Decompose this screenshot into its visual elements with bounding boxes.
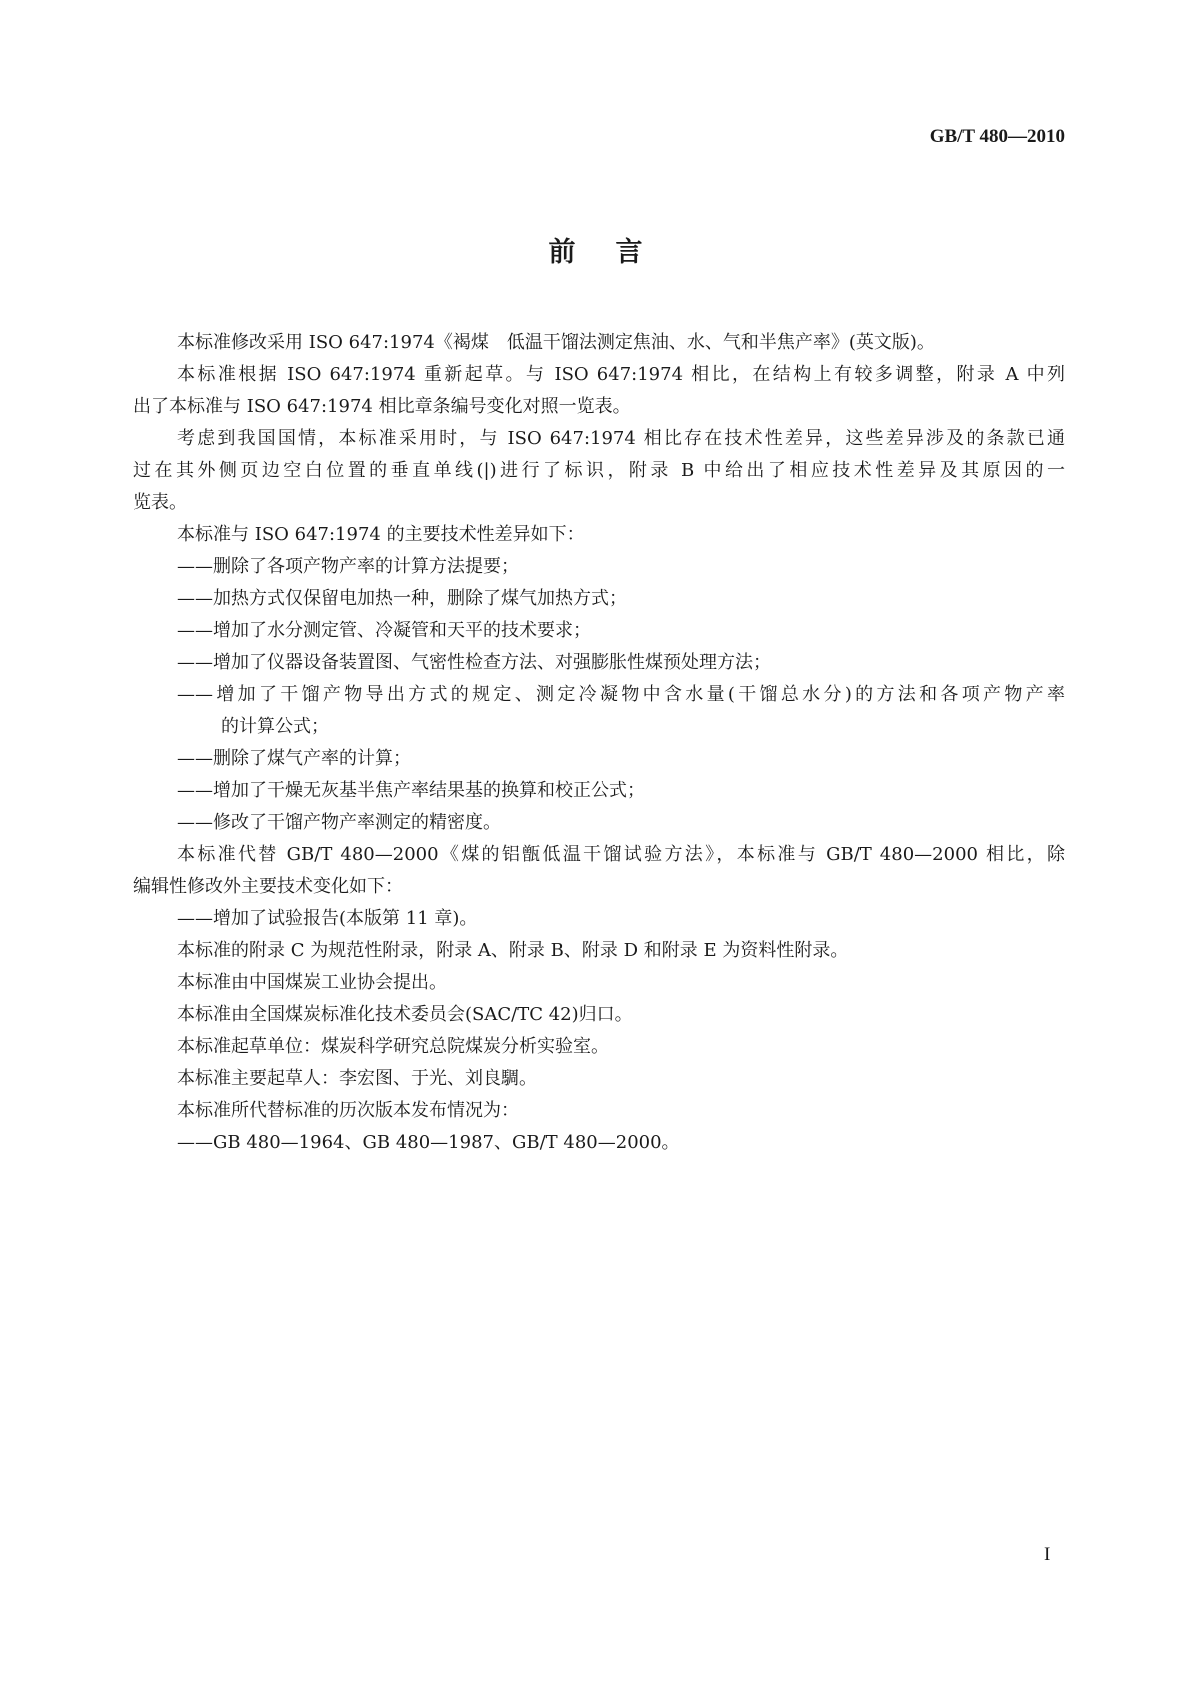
text-line: 的计算公式； bbox=[221, 716, 329, 737]
text-line: 本标准所代替标准的历次版本发布情况为： bbox=[177, 1100, 519, 1121]
text-line: ——加热方式仅保留电加热一种，删除了煤气加热方式； bbox=[177, 588, 627, 609]
text-line: 本标准的附录 C 为规范性附录，附录 A、附录 B、附录 D 和附录 E 为资料性附录。 bbox=[177, 940, 849, 961]
text-line: 本标准代替 GB/T 480—2000《煤的铝甑低温干馏试验方法》，本标准与 GB/T 480—2000 相比，除 bbox=[177, 844, 1065, 865]
text-line: 考虑到我国国情，本标准采用时，与 ISO 647:1974 相比存在技术性差异，这些差异涉及的条款已通 bbox=[177, 428, 1065, 449]
text-line: ——删除了煤气产率的计算； bbox=[177, 748, 411, 769]
text-line: ——增加了水分测定管、冷凝管和天平的技术要求； bbox=[177, 620, 591, 641]
text-line: ——删除了各项产物产率的计算方法提要； bbox=[177, 556, 519, 577]
text-line: ——增加了仪器设备装置图、气密性检查方法、对强膨胀性煤预处理方法； bbox=[177, 652, 771, 673]
text-line: ——GB 480—1964、GB 480—1987、GB/T 480—2000。 bbox=[177, 1132, 680, 1153]
text-line: 本标准主要起草人：李宏图、于光、刘良騆。 bbox=[177, 1068, 537, 1089]
document-body bbox=[133, 327, 1065, 1159]
text-line: 本标准由中国煤炭工业协会提出。 bbox=[177, 972, 447, 993]
text-line: 过在其外侧页边空白位置的垂直单线(|)进行了标识，附录 B 中给出了相应技术性差异及其原因的一 bbox=[133, 460, 1065, 481]
text-line: ——增加了干馏产物导出方式的规定、测定冷凝物中含水量(干馏总水分)的方法和各项产物产率 bbox=[177, 684, 1065, 705]
text-line: ——增加了试验报告(本版第 11 章)。 bbox=[177, 908, 478, 929]
text-line: ——修改了干馏产物产率测定的精密度。 bbox=[177, 812, 501, 833]
text-line: 出了本标准与 ISO 647:1974 相比章条编号变化对照一览表。 bbox=[133, 396, 631, 417]
text-line: 本标准由全国煤炭标准化技术委员会(SAC/TC 42)归口。 bbox=[177, 1004, 633, 1025]
text-line: 览表。 bbox=[133, 492, 187, 513]
text-line: 本标准起草单位：煤炭科学研究总院煤炭分析实验室。 bbox=[177, 1036, 609, 1057]
text-line: ——增加了干燥无灰基半焦产率结果基的换算和校正公式； bbox=[177, 780, 645, 801]
page-title: 前言 bbox=[548, 237, 683, 268]
text-line: 本标准修改采用 ISO 647:1974《褐煤 低温干馏法测定焦油、水、气和半焦产率》(英文版)。 bbox=[177, 332, 935, 353]
text-line: 编辑性修改外主要技术变化如下： bbox=[133, 876, 403, 897]
text-line: 本标准根据 ISO 647:1974 重新起草。与 ISO 647:1974 相比，在结构上有较多调整，附录 A 中列 bbox=[177, 364, 1065, 385]
text-line: 本标准与 ISO 647:1974 的主要技术性差异如下： bbox=[177, 524, 585, 545]
page-number: I bbox=[1044, 1544, 1051, 1565]
standard-number: GB/T 480—2010 bbox=[929, 126, 1065, 147]
